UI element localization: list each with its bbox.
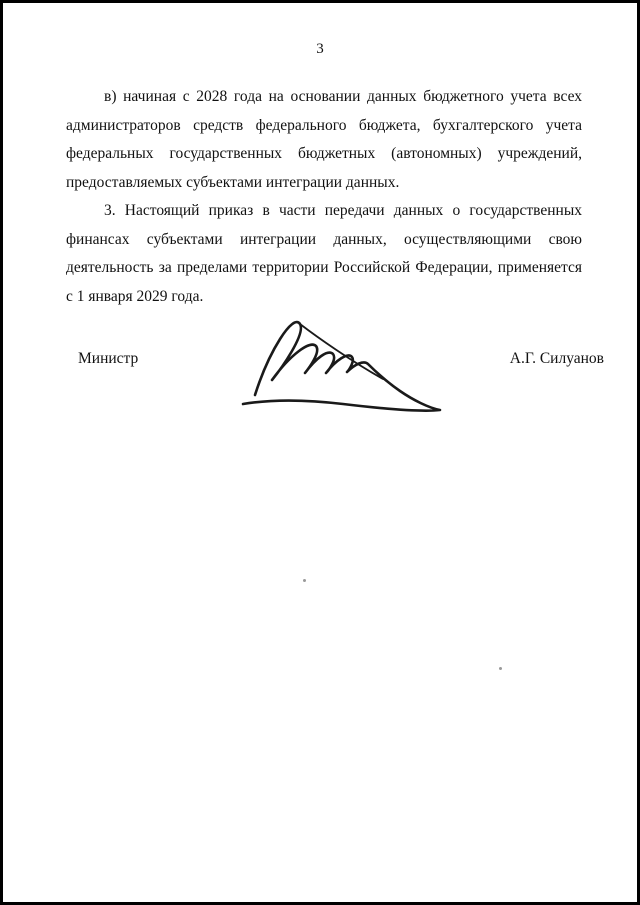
scan-artifact-dot (303, 579, 306, 582)
scan-artifact-dot (499, 667, 502, 670)
paragraph-subitem-v: в) начиная с 2028 года на основании данных бюджетного учета всех администраторов средств федерального бюджета, бухгалтерского учета федеральных государственных бюджетных (автономных) учреждений, предоставляемых субъектами интеграции данных. (66, 88, 582, 191)
signatory-name: А.Г. Силуанов (509, 350, 604, 367)
page-number: 3 (316, 41, 324, 57)
document-body (66, 83, 582, 311)
handwritten-signature-icon (221, 303, 483, 413)
paragraph-item-3: 3. Настоящий приказ в части передачи данных о государственных финансах субъектами интеграции данных, осуществляющими свою деятельность за пределами территории Российской Федерации, применяется с 1 января 2029 года. (66, 202, 582, 305)
signatory-title: Министр (78, 350, 139, 367)
